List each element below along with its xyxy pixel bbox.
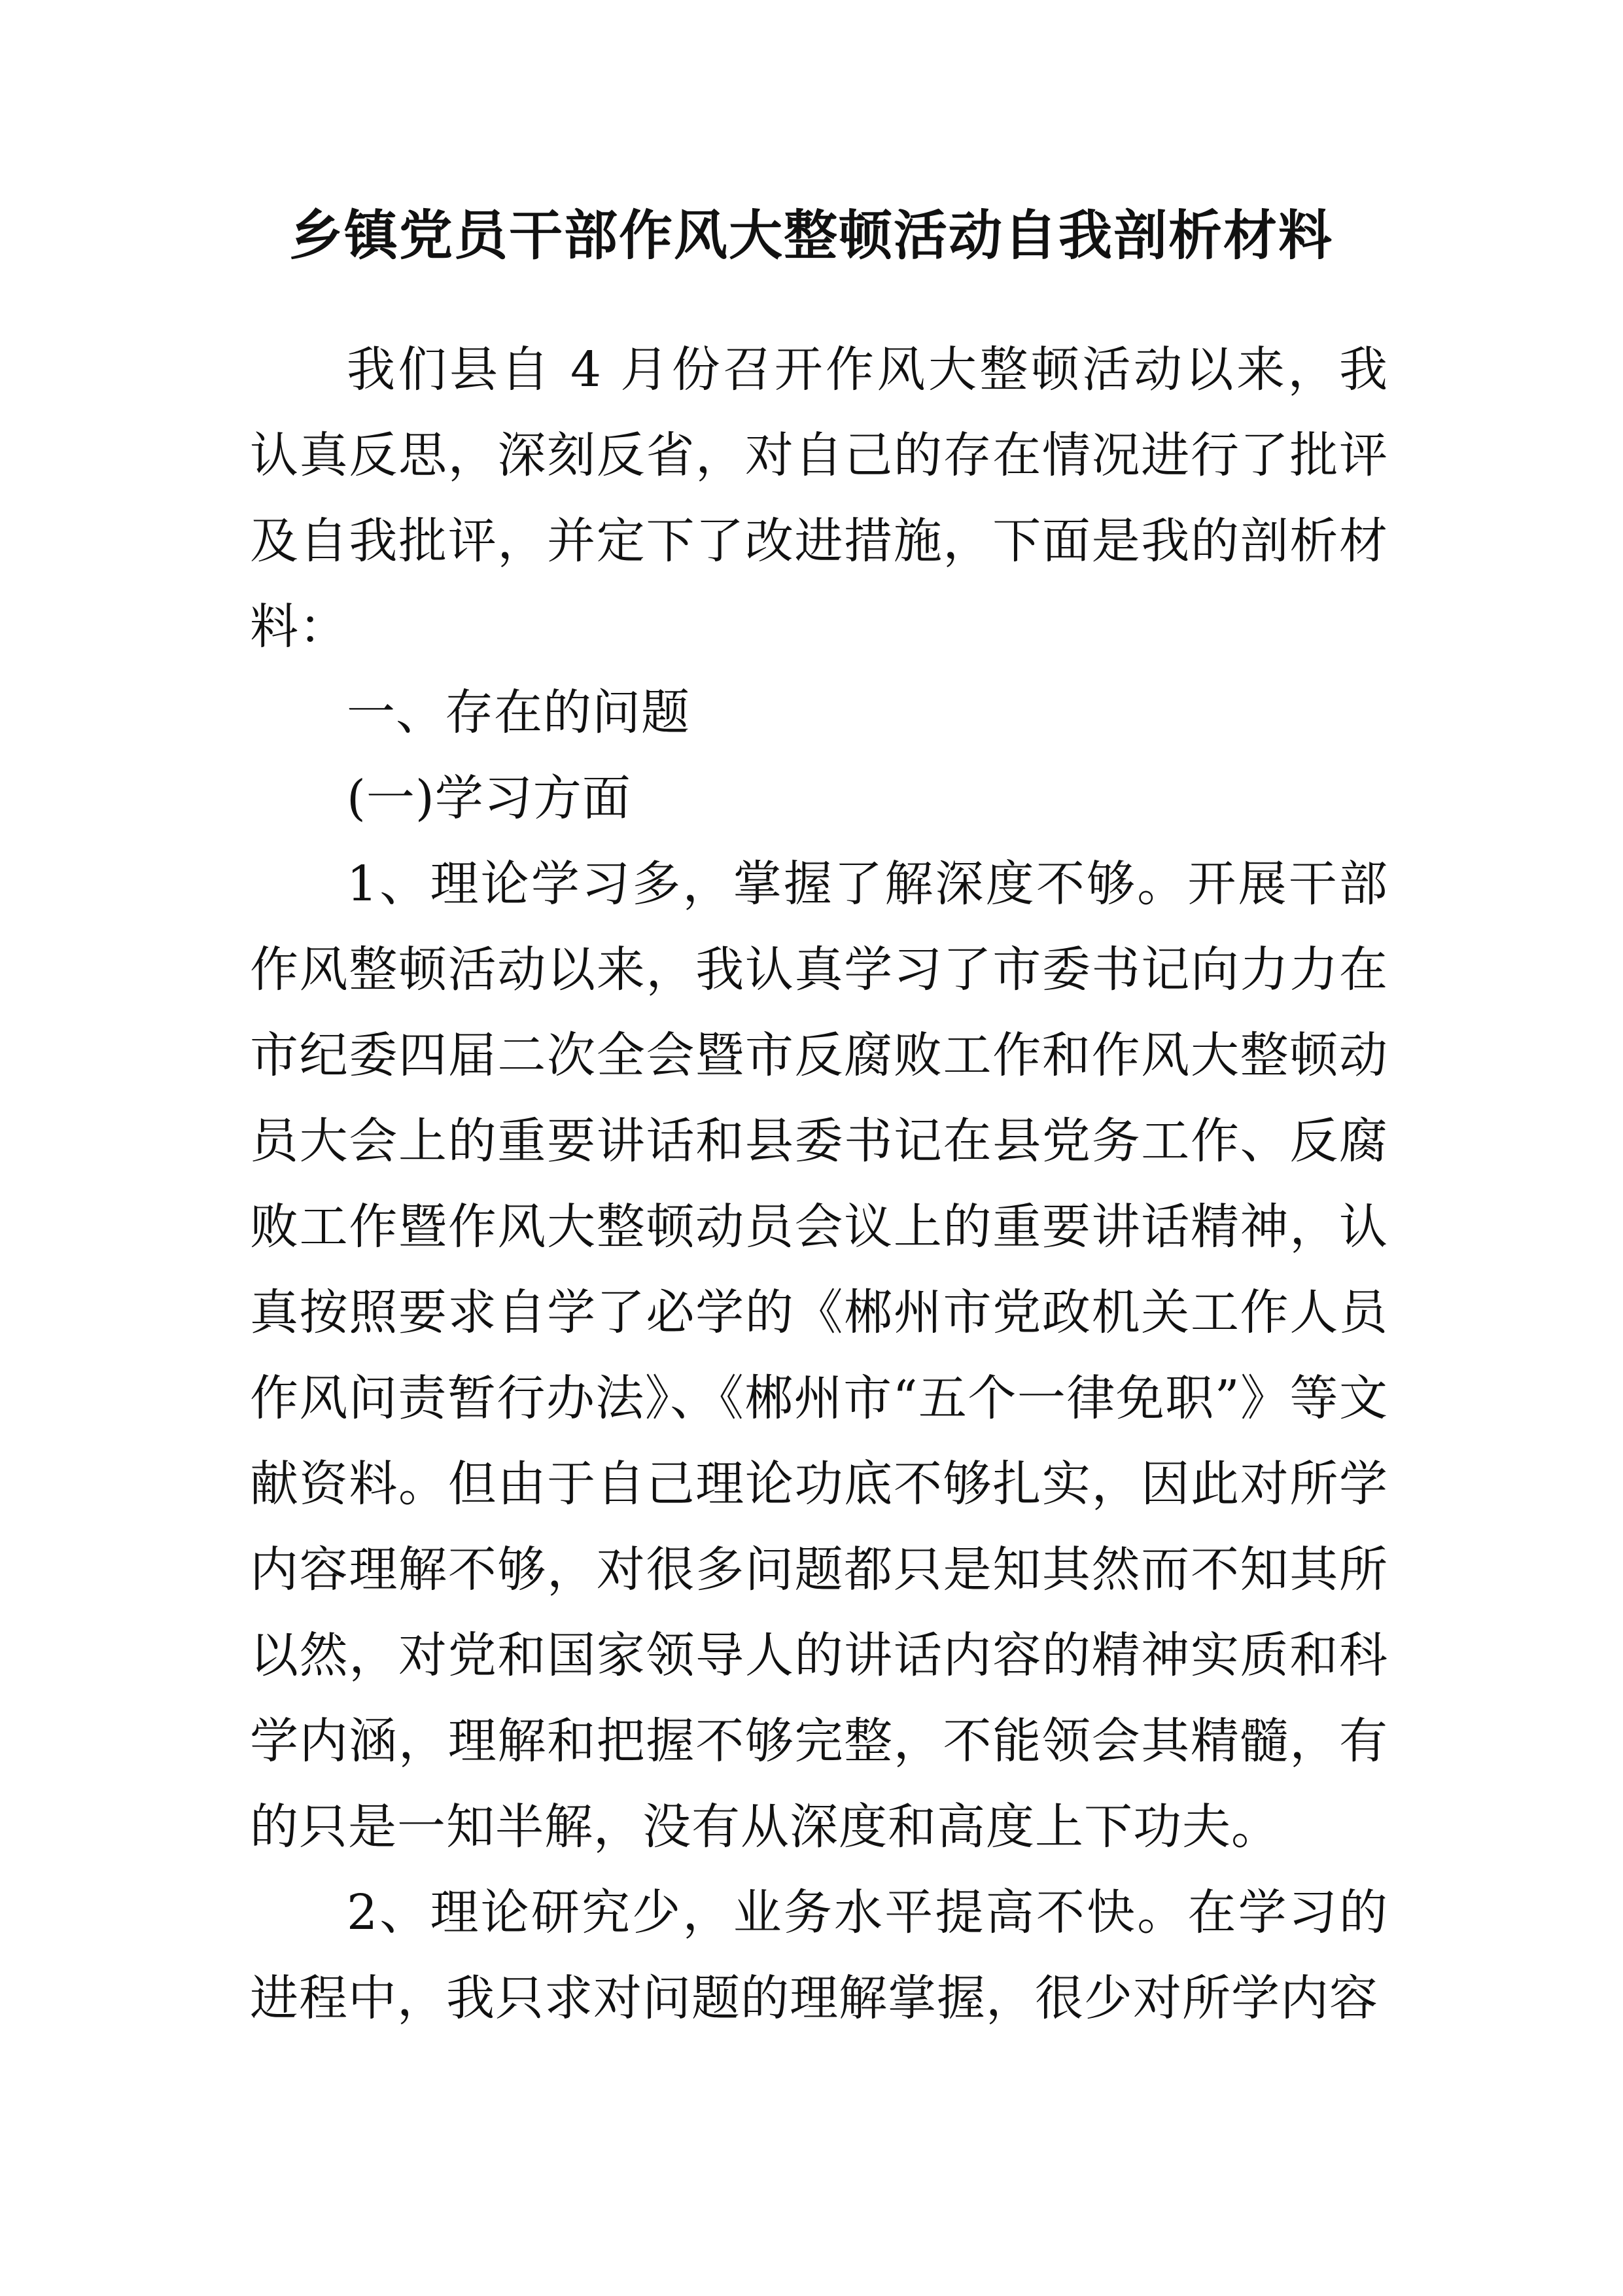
paragraph-intro: 我们县自 4 月份召开作风大整顿活动以来，我认真反思，深刻反省，对自己的存在情况进行了批评及自我批评，并定下了改进措施，下面是我的剖析材料： bbox=[250, 342, 1388, 655]
subsection-heading-study: (一)学习方面 bbox=[347, 770, 631, 826]
document-title: 乡镇党员干部作风大整顿活动自我剖析材料 bbox=[288, 204, 1333, 267]
paragraph-item-1: 1、理论学习多，掌握了解深度不够。开展干部作风整顿活动以来，我认真学习了市委书记向力力在市纪委四届二次全会暨市反腐败工作和作风大整顿动员大会上的重要讲话和县委书记在县党务工作、反腐败工作暨作风大整顿动员会议上的重要讲话精神，认真按照要求自学了必学的《郴州市党政机关工作人员作风问责暂行办法》、《郴州市“五个一律免职”》等文献资料。但由于自己理论功底不够扎实，因此对所学内容理解不够，对很多问题都只是知其然而不知其所以然，对党和国家领导人的讲话内容的精神实质和科学内涵，理解和把握不够完整，不能领会其精髓，有的只是一知半解，没有从深度和高度上下功夫。 bbox=[250, 856, 1388, 1855]
document-body bbox=[250, 327, 1388, 2041]
paragraph-item-2: 2、理论研究少，业务水平提高不快。在学习的进程中，我只求对问题的理解掌握，很少对所学内容 bbox=[250, 1884, 1388, 2026]
section-heading-problems: 一、存在的问题 bbox=[347, 684, 690, 741]
